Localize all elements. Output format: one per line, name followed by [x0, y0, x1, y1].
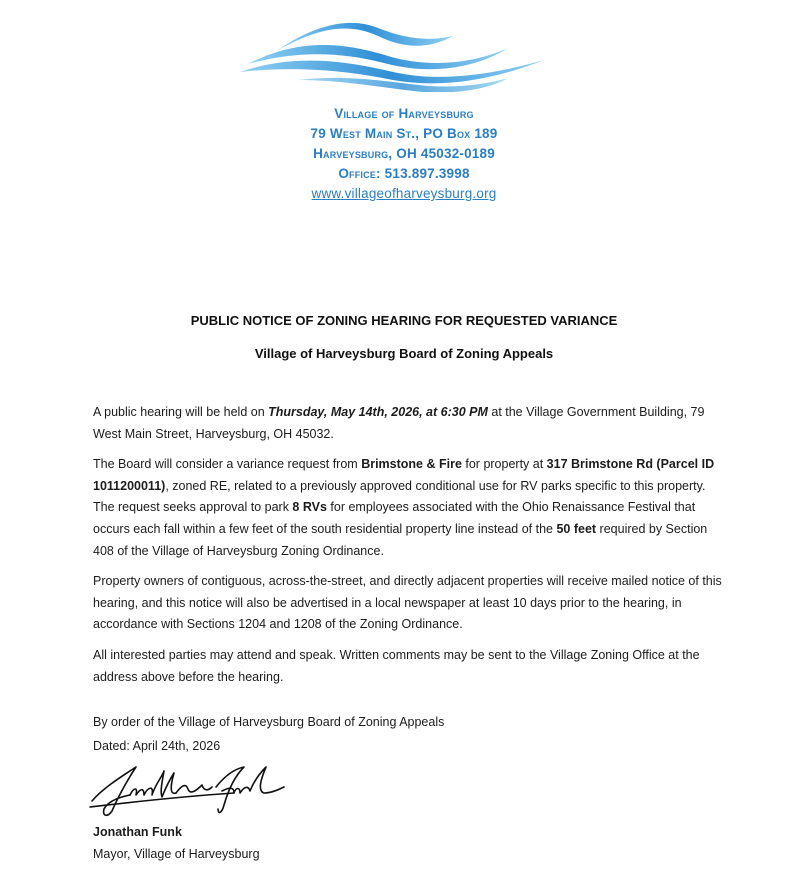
dated-line: Dated: April 24th, 2026: [93, 739, 221, 753]
signer-block: [93, 821, 260, 865]
notice-subtitle: Village of Harveysburg Board of Zoning Appeals: [254, 346, 554, 361]
org-name: Village of Harveysburg: [334, 106, 474, 121]
paragraph-mailed-notice: Property owners of contiguous, across-the-street, and directly adjacent properties will receive mailed notice of this hearing, and this notice will also be advertised in a local newspaper at least 10 days prior to the hearing, in accordance with Sections 1204 and 1208 of the Zoning Ordinance.: [93, 574, 722, 632]
hearing-date-time: Thursday, May 14th, 2026, at 6:30 PM: [268, 405, 488, 419]
required-setback: 50 feet: [556, 521, 597, 536]
notice-title: PUBLIC NOTICE OF ZONING HEARING FOR REQUESTED VARIANCE: [190, 313, 618, 328]
website-link[interactable]: www.villageofharveysburg.org: [311, 186, 497, 201]
paragraph-comments: All interested parties may attend and speak. Written comments may be sent to the Village Zoning Office at the address above before the hearing.: [93, 647, 700, 684]
signer-title: Mayor, Village of Harveysburg: [93, 847, 260, 861]
city-line: Harveysburg, OH 45032-0189: [313, 146, 495, 161]
handwritten-signature: [84, 757, 294, 821]
paragraph-variance-request: The Board will consider a variance request from Brimstone & Fire for property at 317 Brimstone Rd (Parcel ID 1011200011), zoned RE, related to a previously approved conditional use for RV parks specific to this property. The request seeks approval to park 8 RVs for employees associated with the Ohio Renaissance Festival that occurs each fall within a few feet of the south residential property line instead of the 50 feet required by Section 408 of the Village of Harveysburg Zoning Ordinance.: [93, 457, 715, 558]
applicant-name: Brimstone & Fire: [361, 457, 462, 472]
property-address: 317 Brimstone Rd (Parcel ID 1011200011): [93, 457, 715, 493]
signer-name: Jonathan Funk: [93, 825, 182, 839]
letterhead: [0, 104, 808, 204]
wave-stroke-top: [278, 23, 453, 50]
notice-body: [93, 402, 723, 697]
address-line: 79 West Main St., PO Box 189: [310, 126, 498, 141]
closing-block: [93, 710, 693, 758]
paragraph-hearing-date: A public hearing will be held on Thursday, May 14th, 2026, at 6:30 PM at the Village Government Building, 79 West Main Street, Harveysburg, OH 45032.: [93, 405, 705, 441]
office-phone: Office: 513.897.3998: [338, 166, 470, 181]
village-wave-logo: [238, 20, 550, 92]
order-line: By order of the Village of Harveysburg Board of Zoning Appeals: [93, 715, 445, 729]
rv-count: 8 RVs: [292, 500, 327, 515]
